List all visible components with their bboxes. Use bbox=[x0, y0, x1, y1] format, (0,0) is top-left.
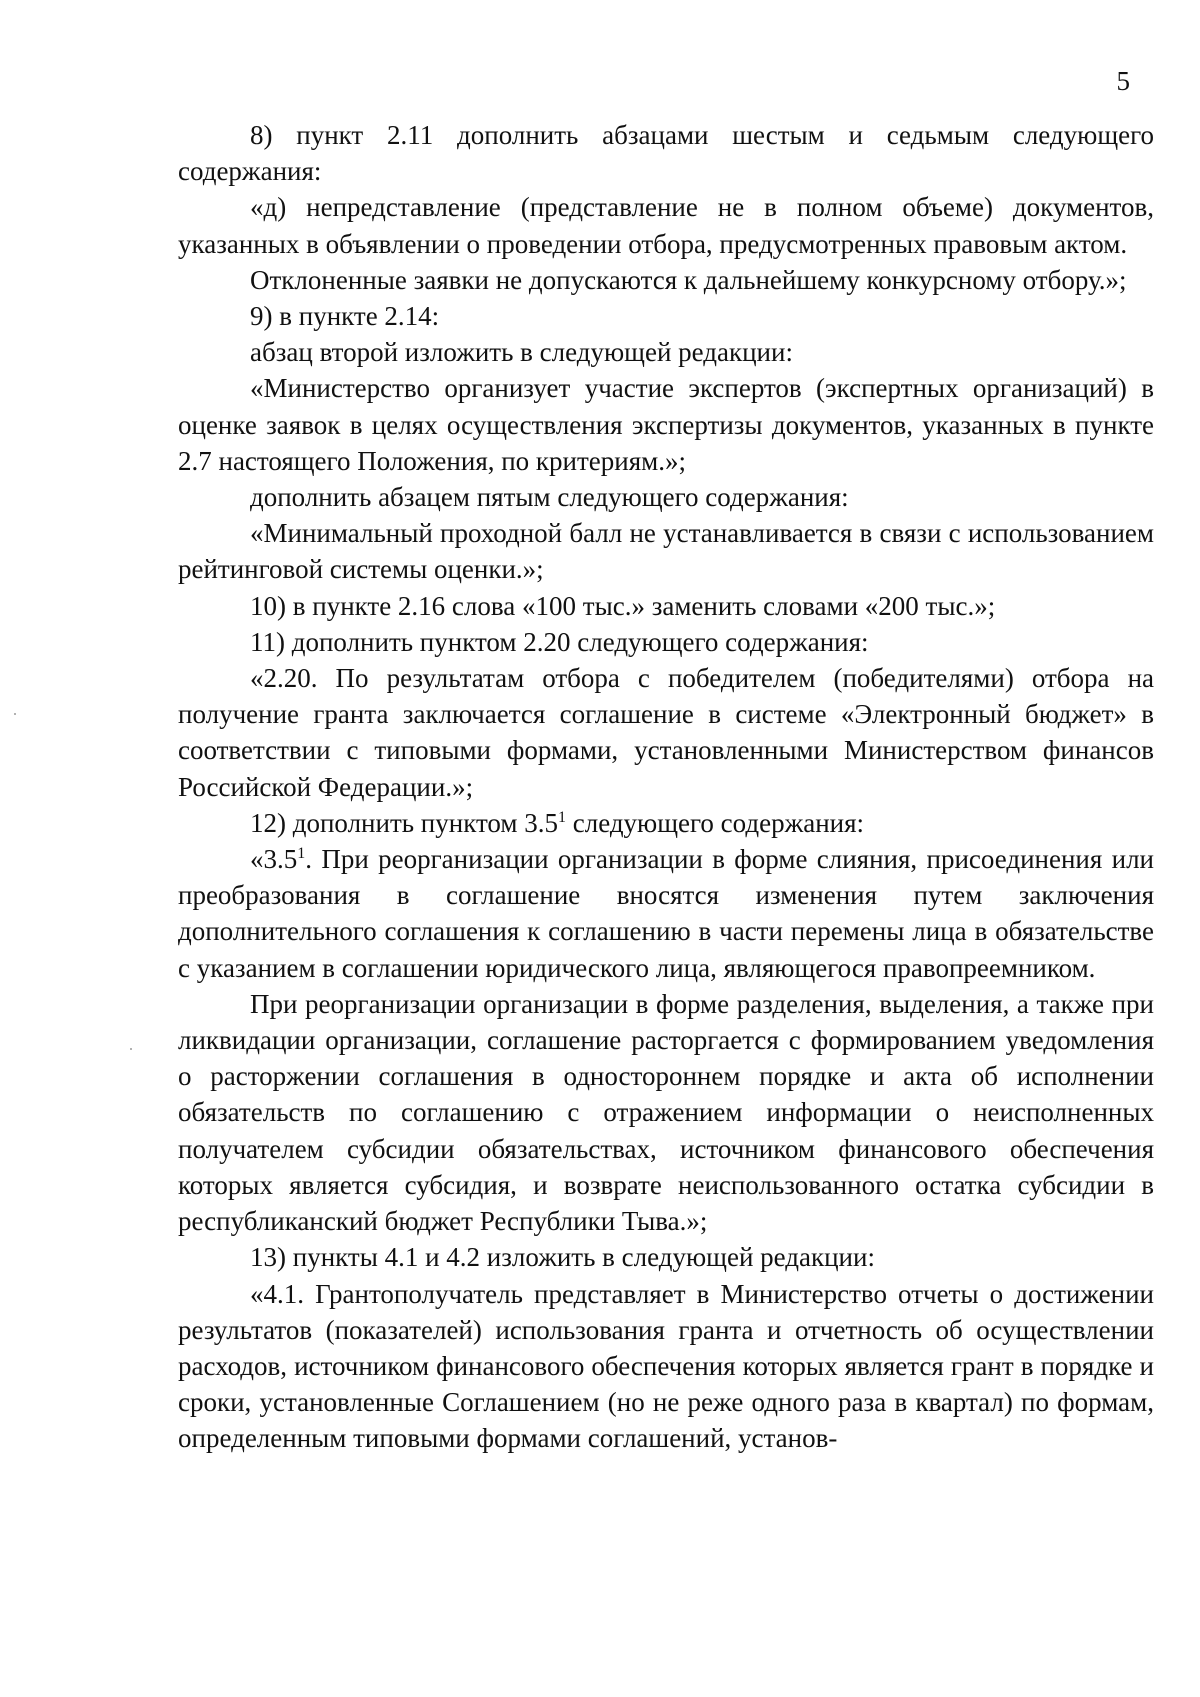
paragraph-fifth-abzac: дополнить абзацем пятым следующего содержания: bbox=[250, 482, 849, 513]
paragraph-item-12-before: 12) дополнить пунктом 3.5 bbox=[250, 807, 558, 838]
paragraph-point-2-20: «2.20. По результатам отбора с победителем (победителями) отбора на получение гранта заключается соглашение в системе «Электронный бюджет» в соответствии с типовыми формами, установленными Министерством финансов Российской Федерации.»; bbox=[178, 663, 1154, 802]
paragraph-point-3-5-1-before: «3.5 bbox=[250, 844, 298, 875]
paragraph-subitem-d: «д) непредставление (представление не в полном объеме) документов, указанных в объявлении о проведении отбора, предусмотренных правовым актом. bbox=[178, 192, 1154, 259]
paragraph-reorganization-division: При реорганизации организации в форме разделения, выделения, а также при ликвидации организации, соглашение расторгается с формированием уведомления о расторжении соглашения в одностороннем порядке и акта об исполнении обязательств по соглашению с отражением информации о неисполненных получателем субсидии обязательствах, источником финансового обеспечения которых является субсидия, и возврате неиспользованного остатка субсидии в республиканский бюджет Республики Тыва.»; bbox=[178, 988, 1154, 1237]
paragraph-item-13: 13) пункты 4.1 и 4.2 изложить в следующей редакции: bbox=[250, 1242, 875, 1273]
paragraph-item-9: 9) в пункте 2.14: bbox=[250, 301, 440, 332]
paragraph-rejected-applications: Отклоненные заявки не допускаются к дальнейшему конкурсному отбору.»; bbox=[250, 264, 1127, 295]
paragraph-item-12 bbox=[178, 805, 1154, 841]
document-body bbox=[178, 117, 1154, 1457]
page-number: 5 bbox=[1116, 66, 1130, 96]
paragraph-min-score: «Минимальный проходной балл не устанавливается в связи с использованием рейтинговой системы оценки.»; bbox=[178, 518, 1154, 585]
paragraph-point-4-1: «4.1. Грантополучатель представляет в Министерство отчеты о достижении результатов (показателей) использования гранта и отчетность об осуществлении расходов, источником финансового обеспечения которых является грант в порядке и сроки, установленные Соглашением (но не реже одного раза в квартал) по формам, определенным типовыми формами соглашений, установ- bbox=[178, 1278, 1154, 1454]
superscript-1: 1 bbox=[297, 845, 306, 863]
paragraph-second-abzac: абзац второй изложить в следующей редакции: bbox=[250, 337, 793, 368]
superscript-1: 1 bbox=[557, 808, 566, 826]
paragraph-point-3-5-1-after: . При реорганизации организации в форме слияния, присоединения или преобразования в соглашение вносятся изменения путем заключения дополнительного соглашения к соглашению в части перемены лица в обязательстве с указанием в соглашении юридического лица, являющегося правопреемником. bbox=[178, 844, 1154, 983]
paragraph-item-10: 10) в пункте 2.16 слова «100 тыс.» заменить словами «200 тыс.»; bbox=[250, 590, 996, 621]
paragraph-experts: «Министерство организует участие экспертов (экспертных организаций) в оценке заявок в целях осуществления экспертизы документов, указанных в пункте 2.7 настоящего Положения, по критериям.»; bbox=[178, 373, 1154, 476]
scan-speck bbox=[14, 713, 16, 715]
scan-speck bbox=[130, 1048, 132, 1050]
paragraph-item-8: 8) пункт 2.11 дополнить абзацами шестым и седьмым следующего содержания: bbox=[178, 120, 1154, 187]
paragraph-item-12-after: следующего содержания: bbox=[565, 807, 865, 838]
paragraph-item-11: 11) дополнить пунктом 2.20 следующего содержания: bbox=[250, 626, 869, 657]
paragraph-point-3-5-1 bbox=[178, 841, 1154, 986]
